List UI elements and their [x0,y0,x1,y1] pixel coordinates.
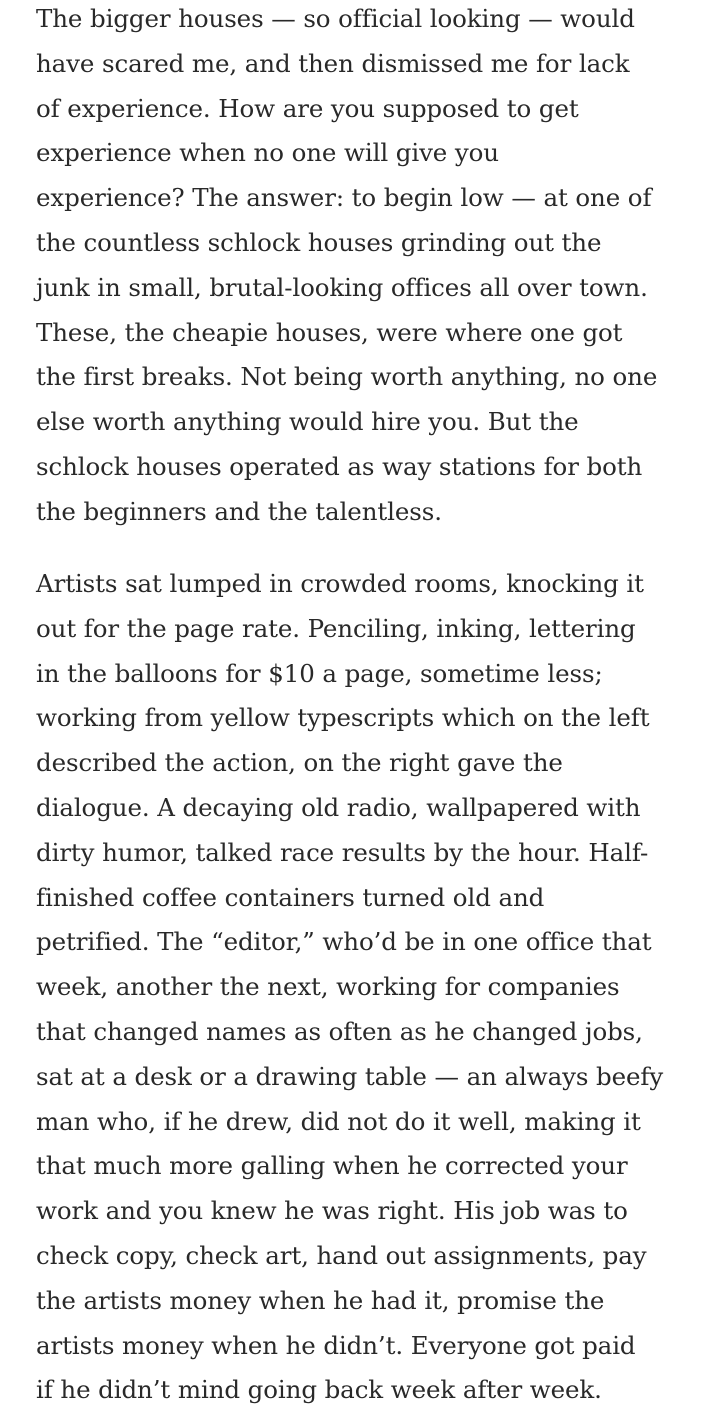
text-line: work and you knew he was right. His job was to [36,1196,628,1226]
text-line: the first breaks. Not being worth anything, no one [36,362,658,392]
text-line: the beginners and the talentless. [36,496,442,526]
text-line: schlock houses operated as way stations for both [36,451,643,481]
text-line: Artists sat lumped in crowded rooms, knocking it [36,569,644,598]
text-line: junk in small, brutal-looking offices all over town. [36,272,648,302]
text-line: in the balloons for $10 a page, sometime less; [36,658,603,688]
text-line: have scared me, and then dismissed me for lack [36,48,630,78]
text-line: experience? The answer: to begin low — at one of [36,183,652,213]
text-line: described the action, on the right gave the [36,748,563,778]
text-line: of experience. How are you supposed to get [36,93,579,123]
text-line: The bigger houses — so official looking — would [36,4,635,33]
text-line: the countless schlock houses grinding out the [36,227,602,257]
text-line: These, the cheapie houses, were where one got [36,317,623,347]
text-line: out for the page rate. Penciling, inking, lettering [36,613,636,643]
text-line: dirty humor, talked race results by the hour. Half- [36,837,649,867]
paragraph-1 [36,0,696,535]
text-line: working from yellow typescripts which on the left [36,703,650,733]
text-line: dialogue. A decaying old radio, wallpapered with [36,792,641,822]
text-line: that changed names as often as he changed jobs, [36,1016,643,1046]
text-line: experience when no one will give you [36,138,499,168]
text-line: week, another the next, working for companies [36,972,620,1002]
text-line: artists money when he didn’t. Everyone got paid [36,1330,636,1360]
text-line: finished coffee containers turned old and [36,882,545,912]
text-line: else worth anything would hire you. But the [36,407,579,437]
text-line: the artists money when he had it, promise the [36,1285,605,1315]
text-line: if he didn’t mind going back week after week. [36,1375,602,1405]
text-line: check copy, check art, hand out assignments, pay [36,1240,647,1270]
paragraph-2 [36,562,696,1413]
text-line: man who, if he drew, did not do it well, making it [36,1106,641,1136]
text-line: sat at a desk or a drawing table — an always beefy [36,1061,664,1091]
text-line: that much more galling when he corrected your [36,1151,628,1181]
text-line: petrified. The “editor,” who’d be in one office that [36,927,652,957]
